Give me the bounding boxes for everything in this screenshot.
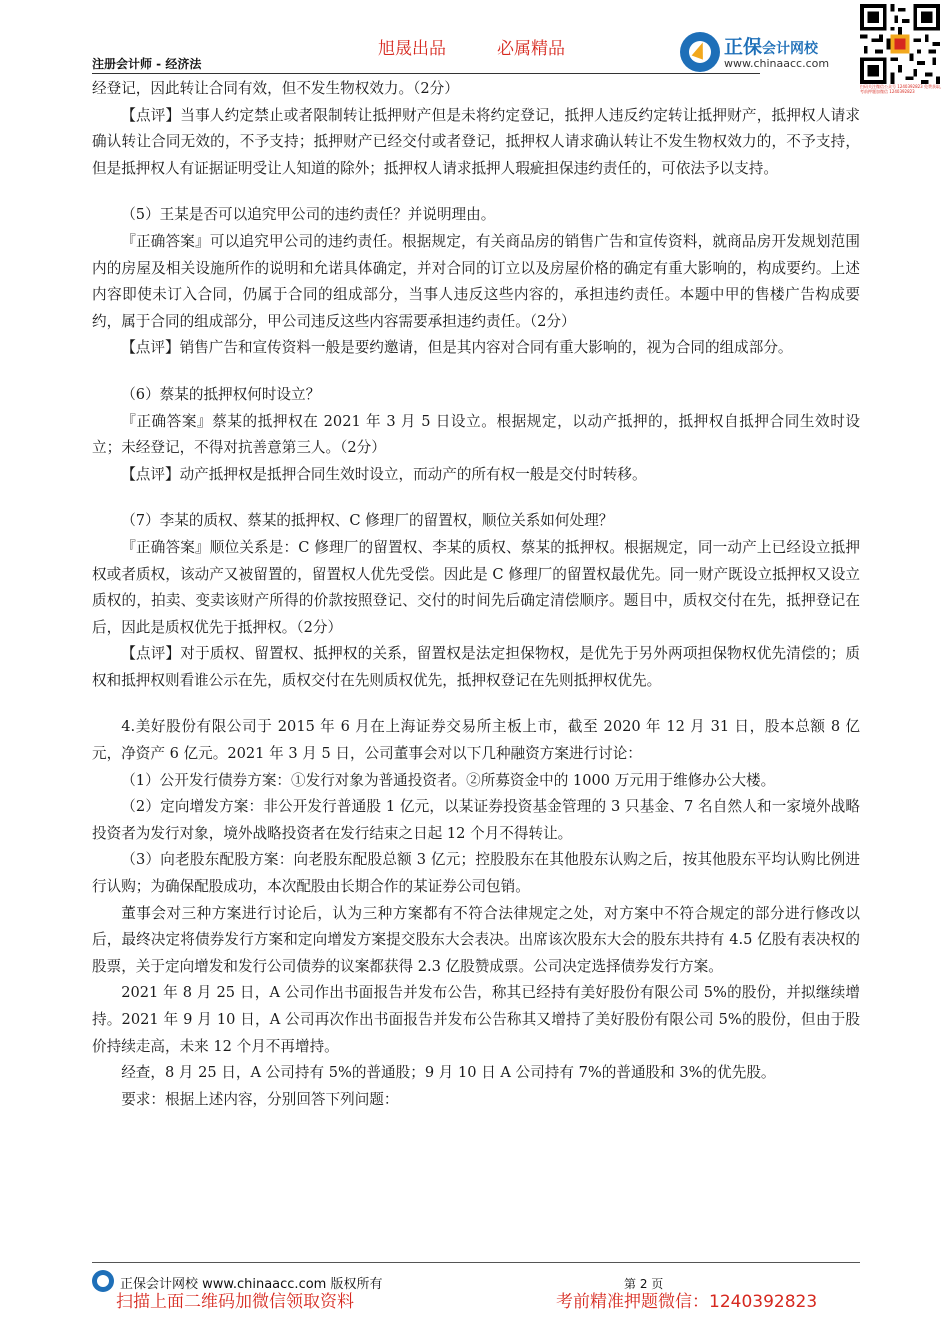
document-body: [92, 76, 860, 1113]
header-slogan-left: 旭晟出品: [378, 39, 446, 59]
paragraph: （3）向老股东配股方案：向老股东配股总额 3 亿元；控股股东在其他股东认购之后，按其他股东平均认购比例进行认购；为确保配股成功，本次配股由长期合作的某证券公司包销。: [92, 851, 860, 896]
paragraph: 2021 年 8 月 25 日，A 公司作出书面报告并发布公告，称其已经持有美好股份有限公司 5%的股份，并拟继续增持。2021 年 9 月 10 日，A 公司再次作出书面报告并发布公告称其又增持了美好股份有限公司 5%的股份，但由于股价持续走高，未来 12 个月不再增持。: [92, 984, 860, 1055]
qr-code-icon[interactable]: [860, 4, 940, 84]
paragraph: 经查，8 月 25 日，A 公司持有 5%的普通股；9 月 10 日 A 公司持有 7%的普通股和 3%的优先股。: [121, 1064, 776, 1082]
logo-name: 正保: [724, 36, 763, 58]
logo-text: [724, 32, 818, 59]
header-divider: [92, 73, 760, 74]
footer-logo-icon: [92, 1270, 114, 1292]
page-number: 第 2 页: [624, 1277, 664, 1291]
paragraph: 经登记，因此转让合同有效，但不发生物权效力。（2分）: [92, 80, 459, 97]
paragraph: （6）蔡某的抵押权何时设立？: [121, 385, 321, 403]
paragraph: （1）公开发行债券方案：①发行对象为普通投资者。②所募资金中的 1000 万元用于维修办公大楼。: [121, 771, 776, 789]
logo-icon: [680, 32, 720, 72]
paragraph-spacer: [92, 694, 860, 714]
footer-promo-right: 考前精准押题微信：1240392823: [556, 1292, 818, 1312]
footer-divider: [92, 1262, 860, 1263]
paragraph: 4.美好股份有限公司于 2015 年 6 月在上海证券交易所主板上市，截至 2020 年 12 月 31 日，股本总额 8 亿元，净资产 6 亿元。2021 年 3 月 5 日，公司董事会对以下几种融资方案进行讨论：: [92, 718, 860, 763]
paragraph: 【点评】对于质权、留置权、抵押权的关系，留置权是法定担保物权，是优先于另外两项担保物权优先清偿的；质权和抵押权则看谁公示在先，质权交付在先则质权优先，抵押权登记在先则抵押权优先。: [92, 645, 860, 689]
footer-copyright: 正保会计网校 www.chinaacc.com 版权所有: [120, 1277, 383, 1292]
doc-title: 注册会计师 - 经济法: [92, 57, 202, 71]
header-slogan-right: 必属精品: [497, 39, 565, 59]
paragraph: （5）王某是否可以追究甲公司的违约责任？并说明理由。: [121, 206, 496, 224]
paragraph: 【点评】销售广告和宣传资料一般是要约邀请，但是其内容对合同有重大影响的，视为合同的组成部分。: [121, 339, 793, 357]
qr-note: 扫码关注微信公众号 1240392823 免费获取，考前押题加微信 1240392823: [860, 84, 944, 94]
paragraph-spacer: [92, 182, 860, 202]
brand-logo[interactable]: [680, 30, 855, 74]
paragraph: 『正确答案』顺位关系是：C 修理厂的留置权、李某的质权、蔡某的抵押权。根据规定，同一动产上已经设立抵押权或者质权，该动产又被留置的，留置权人优先受偿。因此是 C 修理厂的留置权最优先。同一财产既设立抵押权又设立质权的，拍卖、变卖该财产所得的价款按照登记、交付的时间先后确定清偿顺序。题目中，质权交付在先，抵押登记在后，因此是质权优先于抵押权。（2分）: [92, 538, 860, 636]
paragraph: 『正确答案』可以追究甲公司的违约责任。根据规定，有关商品房的销售广告和宣传资料，就商品房开发规划范围内的房屋及相关设施所作的说明和允诺具体确定，并对合同的订立以及房屋价格的确定有重大影响的，构成要约。上述内容即使未订入合同，仍属于合同的组成部分，当事人违反这些内容的，承担违约责任。本题中甲的售楼广告构成要约，属于合同的组成部分，甲公司违反这些内容需要承担违约责任。（2分）: [92, 232, 860, 330]
logo-url: www.chinaacc.com: [724, 57, 830, 70]
paragraph: 【点评】动产抵押权是抵押合同生效时设立，而动产的所有权一般是交付时转移。: [121, 465, 647, 483]
paragraph: （7）李某的质权、蔡某的抵押权、C 修理厂的留置权，顺位关系如何处理？: [121, 512, 614, 530]
paragraph: 董事会对三种方案进行讨论后，认为三种方案都有不符合法律规定之处，对方案中不符合规定的部分进行修改以后，最终决定将债券发行方案和定向增发方案提交股东大会表决。出席该次股东大会的股东共持有 4.5 亿股有表决权的股票，关于定向增发和发行公司债券的议案都获得 2.3 亿股赞成票。公司决定选择债券发行方案。: [92, 904, 860, 975]
paragraph: 要求：根据上述内容，分别回答下列问题：: [121, 1090, 399, 1108]
paragraph: 【点评】当事人约定禁止或者限制转让抵押财产但是未将约定登记，抵押人违反约定转让抵押财产，抵押权人请求确认转让合同无效的，不予支持；抵押财产已经交付或者登记，抵押权人请求确认转让不发生物权效力的，不予支持，但是抵押权人有证据证明受让人知道的除外；抵押权人请求抵押人瑕疵担保违约责任的，可依法予以支持。: [92, 106, 860, 177]
paragraph-spacer: [92, 362, 860, 382]
logo-subname: 会计网校: [762, 41, 819, 57]
footer-promo-left: 扫描上面二维码加微信领取资料: [116, 1292, 354, 1312]
paragraph: （2）定向增发方案：非公开发行普通股 1 亿元，以某证券投资基金管理的 3 只基金、7 名自然人和一家境外战略投资者为发行对象，境外战略投资者在发行结束之日起 12 个月不得转让。: [92, 798, 860, 842]
paragraph-spacer: [92, 488, 860, 508]
paragraph: 『正确答案』蔡某的抵押权在 2021 年 3 月 5 日设立。根据规定，以动产抵押的，抵押权自抵押合同生效时设立；未经登记，不得对抗善意第三人。（2分）: [92, 412, 860, 457]
